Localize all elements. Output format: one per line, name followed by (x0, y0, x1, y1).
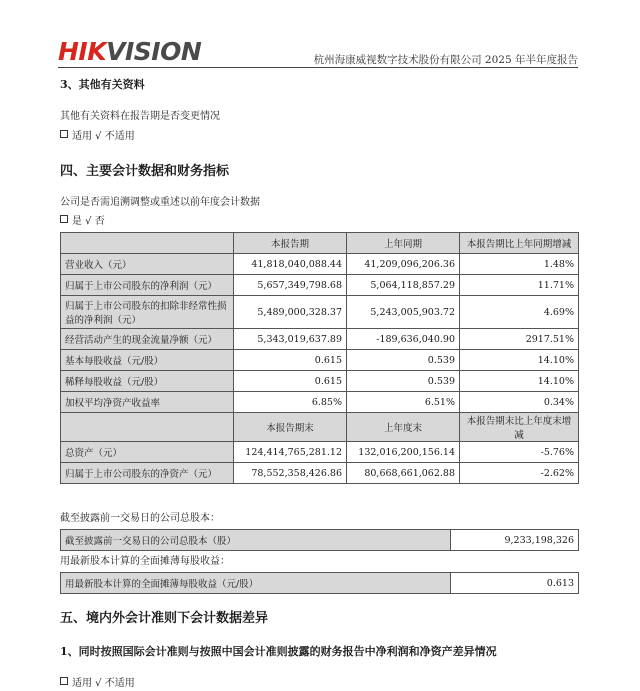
table-cell: 0.539 (347, 371, 460, 392)
column-header: 本报告期末比上年度末增减 (460, 413, 579, 442)
section4-title: 四、主要会计数据和财务指标 (60, 164, 230, 179)
eps-latest-caption: 用最新股本计算的全面摊薄每股收益： (60, 556, 230, 567)
table-cell: 6.51% (347, 392, 460, 413)
table-row (61, 530, 579, 551)
table-cell: -5.76% (460, 442, 579, 463)
table-cell: 5,243,005,903.72 (347, 296, 460, 329)
row-label: 稀释每股收益（元/股） (61, 371, 234, 392)
checkbox-icon (60, 215, 68, 223)
row-label: 总资产（元） (61, 442, 234, 463)
table-cell: 5,343,019,637.89 (234, 329, 347, 350)
table-cell: 78,552,358,426.86 (234, 463, 347, 484)
other-info-answer: 适用 √ 不适用 (60, 130, 135, 144)
column-header: 本报告期末 (234, 413, 347, 442)
table-cell: 6.85% (234, 392, 347, 413)
table-cell: 124,414,765,281.12 (234, 442, 347, 463)
section5-title: 五、境内外会计准则下会计数据差异 (60, 611, 269, 626)
table-cell: 80,668,661,062.88 (347, 463, 460, 484)
table-row (61, 275, 579, 296)
table-row (61, 463, 579, 484)
table-header-row (61, 233, 579, 254)
report-title: 杭州海康威视数字技术股份有限公司 2025 年半年度报告 (313, 54, 578, 66)
column-header: 上年度末 (347, 413, 460, 442)
share-capital-label: 截至披露前一交易日的公司总股本（股） (61, 530, 451, 551)
row-label: 归属于上市公司股东的扣除非经常性损益的净利润（元） (61, 296, 234, 329)
table-cell: 2917.51% (460, 329, 579, 350)
table-cell: 132,016,200,156.14 (347, 442, 460, 463)
table-cell: 11.71% (460, 275, 579, 296)
table-row (61, 573, 579, 594)
table-cell: 14.10% (460, 350, 579, 371)
section5-answer: 适用 √ 不适用 (60, 677, 135, 691)
table-row (61, 350, 579, 371)
table-cell: 5,489,000,328.37 (234, 296, 347, 329)
share-capital-caption: 截至披露前一交易日的公司总股本： (60, 513, 220, 524)
share-capital-table (60, 529, 579, 551)
table-cell: 41,209,096,206.36 (347, 254, 460, 275)
table-cell: 4.69% (460, 296, 579, 329)
table-row (61, 371, 579, 392)
header-divider (58, 67, 578, 68)
column-header (61, 413, 234, 442)
other-info-heading: 3、其他有关资料 (60, 78, 145, 91)
row-label: 加权平均净资产收益率 (61, 392, 234, 413)
column-header (61, 233, 234, 254)
table-cell: 1.48% (460, 254, 579, 275)
table-cell: 41,818,040,088.44 (234, 254, 347, 275)
table-row (61, 392, 579, 413)
eps-latest-value: 0.613 (451, 573, 579, 594)
table-row (61, 329, 579, 350)
eps-latest-table (60, 572, 579, 594)
hikvision-logo: HIKVISION (58, 37, 202, 66)
table-row (61, 442, 579, 463)
column-header: 本报告期比上年同期增减 (460, 233, 579, 254)
column-header: 上年同期 (347, 233, 460, 254)
table-cell: 0.539 (347, 350, 460, 371)
table-cell: -189,636,040.90 (347, 329, 460, 350)
column-header: 本报告期 (234, 233, 347, 254)
row-label: 归属于上市公司股东的净资产（元） (61, 463, 234, 484)
section5-subheading: 1、同时按照国际会计准则与按照中国会计准则披露的财务报告中净利润和净资产差异情况 (60, 645, 497, 658)
other-info-question: 其他有关资料在报告期是否变更情况 (60, 111, 220, 122)
share-capital-value: 9,233,198,326 (451, 530, 579, 551)
checkbox-icon (60, 130, 68, 138)
row-label: 营业收入（元） (61, 254, 234, 275)
table-cell: 0.34% (460, 392, 579, 413)
table-cell: 5,064,118,857.29 (347, 275, 460, 296)
row-label: 经营活动产生的现金流量净额（元） (61, 329, 234, 350)
row-label: 基本每股收益（元/股） (61, 350, 234, 371)
table-row (61, 296, 579, 329)
table-cell: 0.615 (234, 371, 347, 392)
section4-answer: 是 √ 否 (60, 215, 105, 229)
checkbox-icon (60, 677, 68, 685)
financial-data-table (60, 232, 579, 484)
section4-question: 公司是否需追溯调整或重述以前年度会计数据 (60, 197, 260, 208)
table-row (61, 254, 579, 275)
eps-latest-label: 用最新股本计算的全面摊薄每股收益（元/股） (61, 573, 451, 594)
table-cell: 0.615 (234, 350, 347, 371)
table-cell: 5,657,349,798.68 (234, 275, 347, 296)
row-label: 归属于上市公司股东的净利润（元） (61, 275, 234, 296)
table-header-row (61, 413, 579, 442)
table-cell: 14.10% (460, 371, 579, 392)
table-cell: -2.62% (460, 463, 579, 484)
